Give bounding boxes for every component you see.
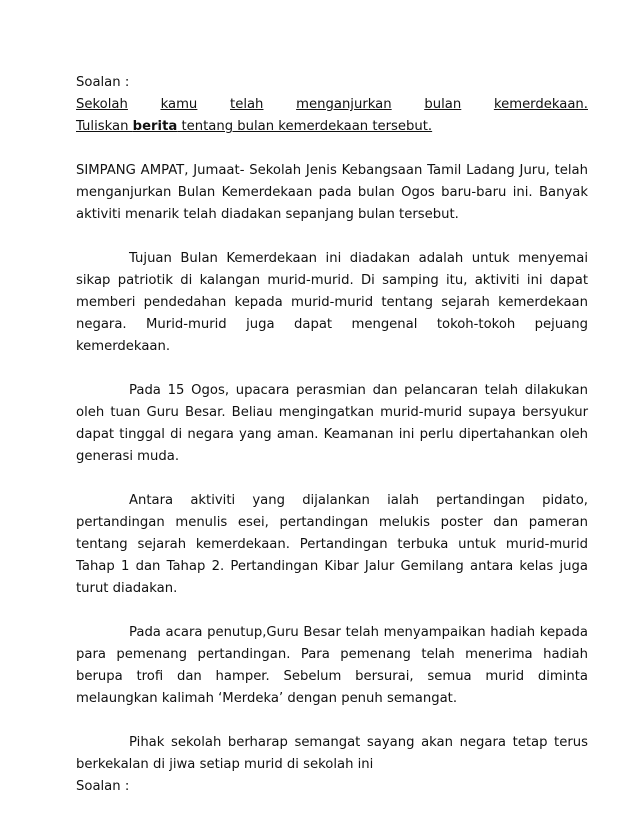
paragraph-hope: Pihak sekolah berharap semangat sayang akan negara tetap terus berkekalan di jiwa setiap murid di sekolah ini bbox=[76, 735, 588, 772]
question-word: bulan bbox=[424, 97, 462, 112]
question-word: menganjurkan bbox=[296, 97, 392, 112]
question-bold-word: berita bbox=[132, 119, 178, 134]
footer-soalan-label: Soalan : bbox=[76, 779, 130, 794]
paragraph-closing: Pada acara penutup,Guru Besar telah menyampaikan hadiah kepada para pemenang pertandingan. Para pemenang telah menerima hadiah berupa trofi dan hamper. Sebelum bersurai, semua murid diminta melaungkan kalimah ‘Merdeka’ dengan penuh semangat. bbox=[76, 625, 588, 706]
question-line-1 bbox=[76, 94, 588, 116]
question-word: Sekolah bbox=[76, 97, 128, 112]
soalan-label: Soalan : bbox=[76, 75, 130, 90]
paragraph-purpose: Tujuan Bulan Kemerdekaan ini diadakan adalah untuk menyemai sikap patriotik di kalangan murid-murid. Di samping itu, aktiviti ini dapat memberi pendedahan kepada murid-murid tentang sejarah kemerdekaan negara. Murid-murid juga dapat mengenal tokoh-tokoh pejuang kemerdekaan. bbox=[76, 251, 588, 354]
question-word: kemerdekaan. bbox=[493, 97, 588, 112]
paragraph-intro: SIMPANG AMPAT, Jumaat- Sekolah Jenis Kebangsaan Tamil Ladang Juru, telah menganjurkan Bulan Kemerdekaan pada bulan Ogos baru-baru ini. Banyak aktiviti menarik telah diadakan sepanjang bulan tersebut. bbox=[76, 163, 588, 222]
question-pre: Tuliskan bbox=[76, 119, 133, 134]
question-post: tentang bulan kemerdekaan tersebut. bbox=[177, 119, 433, 134]
paragraph-activities: Antara aktiviti yang dijalankan ialah pertandingan pidato, pertandingan menulis esei, pertandingan melukis poster dan pameran tentang sejarah kemerdekaan. Pertandingan terbuka untuk murid-murid Tahap 1 dan Tahap 2. Pertandingan Kibar Jalur Gemilang antara kelas juga turut diadakan. bbox=[76, 493, 588, 596]
question-line-2 bbox=[76, 116, 588, 138]
question-word: telah bbox=[230, 97, 264, 112]
document-page bbox=[76, 72, 588, 798]
question-word: kamu bbox=[160, 97, 198, 112]
paragraph-opening: Pada 15 Ogos, upacara perasmian dan pelancaran telah dilakukan oleh tuan Guru Besar. Beliau mengingatkan murid-murid supaya bersyukur dapat tinggal di negara yang aman. Keamanan ini perlu dipertahankan oleh generasi muda. bbox=[76, 383, 588, 464]
